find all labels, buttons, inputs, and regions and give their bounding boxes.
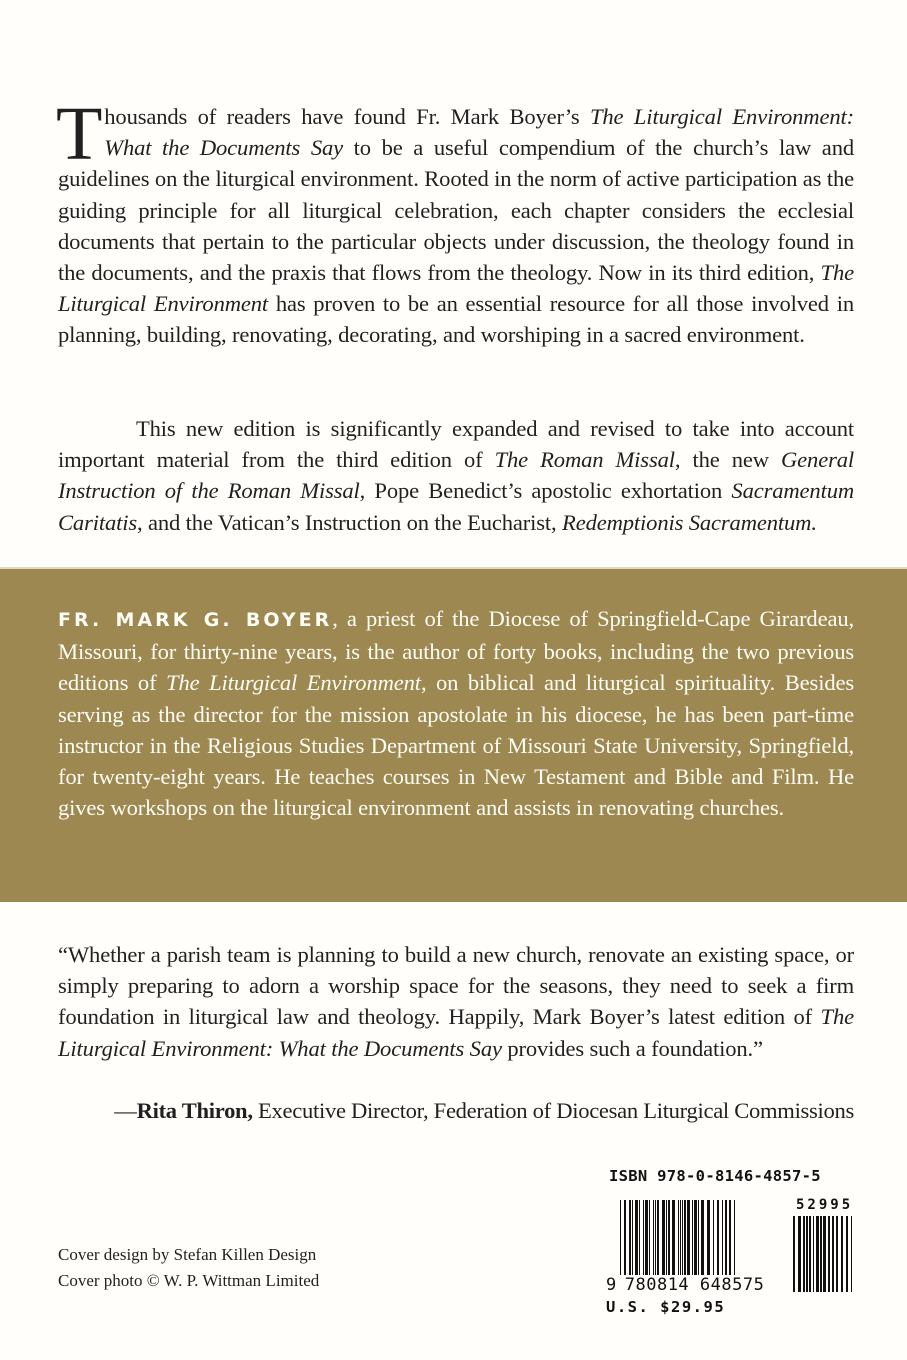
author-name: FR. MARK G. BOYER bbox=[58, 609, 333, 631]
author-bio-band bbox=[0, 567, 907, 902]
endorsement-attribution: —Rita Thiron, Executive Director, Federation of Diocesan Liturgical Commissions bbox=[114, 1098, 854, 1123]
isbn-barcode bbox=[606, 1167, 862, 1316]
endorser-title: Executive Director, Federation of Diocesan Liturgical Commissions bbox=[252, 1098, 854, 1123]
cover-credits bbox=[58, 1242, 319, 1294]
cover-design-credit: Cover design by Stefan Killen Design bbox=[58, 1245, 317, 1264]
author-bio: FR. MARK G. BOYER, a priest of the Diocese of Springfield-Cape Girardeau, Missouri, for thirty-nine years, is the author of forty books, including the two previous editions of The Liturgical Environment, on biblical and liturgical spirituality. Besides serving as the director for the mission apostolate in his diocese, he has been part-time instructor in the Religious Studies Department of Missouri State University, Springfield, for twenty-eight years. He teaches courses in New Testament and Bible and Film. He gives workshops on the liturgical environment and assists in renovating churches. bbox=[58, 606, 854, 821]
endorser-name: Rita Thiron, bbox=[136, 1098, 253, 1123]
endorsement-quote: “Whether a parish team is planning to build a new church, renovate an existing space, or simply preparing to adorn a worship space for the seasons, they need to seek a firm foundation in liturgical law and theology. Happily, Mark Boyer’s latest edition of The Liturgical Environment: What the Documents Say provides such a foundation.” bbox=[58, 942, 854, 1061]
cover-photo-credit: Cover photo © W. P. Wittman Limited bbox=[58, 1271, 320, 1290]
price-addon-digits: 52995 bbox=[796, 1197, 854, 1213]
ean-digits: 9 780814 648575 bbox=[606, 1275, 765, 1295]
isbn-label: ISBN 978-0-8146-4857-5 bbox=[609, 1167, 821, 1185]
price-label: U.S. $29.95 bbox=[606, 1298, 726, 1316]
description-paragraph-2: This new edition is significantly expanded and revised to take into account important material from the third edition of The Roman Missal, the new General Instruction of the Roman Missal, Pope Benedict’s apostolic exhortation Sacramentum Caritatis, and the Vatican’s Instruction on the Eucharist, Redemptionis Sacramentum. bbox=[58, 416, 855, 535]
description-paragraph-1: Thousands of readers have found Fr. Mark Boyer’s The Liturgical Environment: What the Documents Say to be a useful compendium of the church’s law and guidelines on the liturgical environment. Rooted in the norm of active participation as the guiding principle for all liturgical celebration, each chapter considers the ecclesial documents that pertain to the particular objects under discussion, the theology found in the documents, and the praxis that flows from the theology. Now in its third edition, The Liturgical Environment has proven to be an essential resource for all those involved in planning, building, renovating, decorating, and worshiping in a sacred environment. bbox=[56, 92, 854, 348]
addon-barcode-bars bbox=[793, 1216, 859, 1292]
drop-cap: T bbox=[56, 92, 103, 176]
